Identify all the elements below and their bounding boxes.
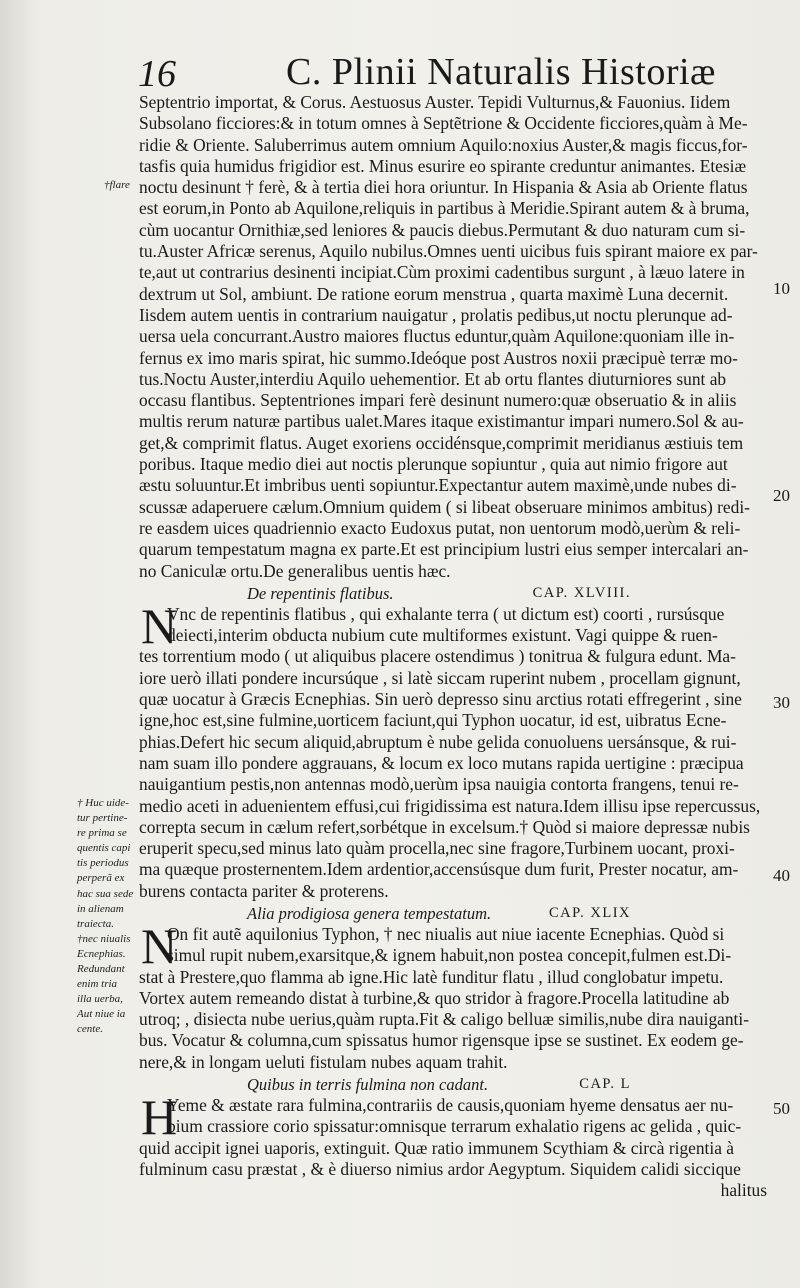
text-line: Vortex autem remeando distat à turbine,& quo stridor à fragore.Procella latitudine ab <box>139 987 730 1008</box>
chapter-title: Alia prodigiosa genera tempestatum. <box>247 903 492 923</box>
text-line: dextrum ut Sol, ambiunt. De ratione eorum menstrua , quarta maximè Luna decernit. <box>139 283 729 304</box>
text-line: noctu desinunt † ferè, & à tertia diei hora oriuntur. In Hispania & Asia ab Oriente flatus <box>139 177 748 198</box>
marginal-note-line: traiecta. <box>77 917 114 930</box>
line-number: 10 <box>773 279 790 298</box>
marginal-note-line: Redundant <box>77 963 125 976</box>
text-line: simul rupit nubem,exarsitque,& ignem habuit,non postea concepit,fulmen est.Di- <box>167 945 732 966</box>
text-line: te,aut ut contrarius desinenti incipiat.Cùm proximi cadentibus surgunt , à læuo latere in <box>139 262 745 283</box>
text-line: uersa uela concurrant.Austro maiores fluctus eduntur,quàm Aquilone:quoniam ille in- <box>139 326 735 347</box>
marginal-note-line: cente. <box>77 1023 103 1036</box>
marginal-note-line: tis periodus <box>77 857 129 870</box>
catchword: halitus <box>720 1180 767 1201</box>
text-line: no Caniculæ ortu.De generalibus uentis hæc. <box>139 560 451 581</box>
text-line: bium crassiore corio spissatur:omnisque terrarum exhalatio rigens ac gelida , quic- <box>167 1116 742 1137</box>
main-text <box>139 92 767 1202</box>
text-line: tu.Auster Africæ serenus, Aquilo nubilus.Omnes uenti uicibus fuis spirant maiore ex par- <box>139 241 758 262</box>
text-line: Vnc de repentinis flatibus , qui exhalante terra ( ut dictum est) coorti , rursúsque <box>167 603 725 624</box>
text-line: multis rerum naturæ partibus ualet.Mares itaque existimantur impari numero.Sol & au- <box>139 411 744 432</box>
text-line: Yeme & æstate rara fulmina,contrariis de causis,quoniam hyeme densatus aer nu- <box>167 1095 734 1116</box>
chapter-number: CAP. XLIX <box>549 904 631 921</box>
drop-cap: H <box>141 1089 178 1146</box>
text-line: tus.Noctu Auster,interdiu Aquilo uehementior. Et ab ortu flantes diuturniores sunt ab <box>139 368 727 389</box>
text-line: nauigantium pestis,non antennas modò,uerùm ipsa nauigia contorta frangens, tenui re- <box>139 774 739 795</box>
line-number: 50 <box>773 1099 790 1118</box>
chapter-heading <box>139 902 767 924</box>
marginal-note-flare <box>104 178 130 193</box>
line-number: 20 <box>773 486 790 505</box>
text-line: quarum tempestatum magna ex parte.Et est principium lustri eius semper intercalari an- <box>139 539 749 560</box>
text-line: Subsolano ficciores:& in totum omnes à Septẽtrione & Occidente ficciores,quàm à Me- <box>139 113 748 134</box>
text-line: tes torrentium modo ( ut aliquibus placere ostendimus ) tonitrua & fulgura edunt. Ma- <box>139 646 736 667</box>
text-line: cùm uocantur Ornithiæ,sed leniores & paucis diebus.Permutant & duo naturam cum si- <box>139 219 746 240</box>
marginal-note-long <box>77 796 133 1038</box>
chapter-number: CAP. XLVIII. <box>532 584 631 601</box>
marginal-note-line: †flare <box>104 179 130 191</box>
text-line: phias.Defert hic secum aliquid,abruptum è nube gelida conuoluens uersánsque, & rui- <box>139 731 737 752</box>
line-number: 30 <box>773 693 790 712</box>
text-line: ridie & Oriente. Saluberrimus autem omnium Aquilo:noxius Auster,& magis ficcus,for- <box>139 134 748 155</box>
marginal-note-line: re prima se <box>77 827 127 840</box>
text-line: bus. Vocatur & columna,cum spissatus humor rigensque ipse se sustinet. Ex eodem ge- <box>139 1030 744 1051</box>
text-line: deiecti,interim obducta nubium cute multiformes existunt. Vagi quippe & ruen- <box>167 625 718 646</box>
marginal-note-line: perperã ex <box>77 872 125 885</box>
drop-cap: N <box>141 917 178 974</box>
text-line: Iisdem autem uentis in contrarium nauigatur , prolatis pedibus,ut noctu plerunque ad- <box>139 304 733 325</box>
text-line: burens contacta pariter & proterens. <box>139 880 389 901</box>
text-line: quid accipit ignei uaporis, extinguit. Quæ ratio immunem Scythiam & circà rigentia à <box>139 1137 735 1158</box>
text-line: iore uerò illati pondere incursúque , si latè siccam ruperint nubem , procellam gignunt, <box>139 667 741 688</box>
text-line: tasfis quia humidus frigidior est. Minus esurire eo spirante creduntur animantes. Etesiæ <box>139 155 747 176</box>
marginal-note-line: †nec niualis <box>77 932 131 945</box>
text-line: quæ uocatur à Græcis Ecnephias. Sin uerò depresso sinu arctius rotati effregerint , sine <box>139 689 742 710</box>
text-line: nere,& in longam ueluti fistulam nubes aquam trahit. <box>139 1051 508 1072</box>
chapter-title: Quibus in terris fulmina non cadant. <box>247 1075 489 1095</box>
text-line: stat à Prestere,quo flamma ab igne.Hic latè funditur flatu , illud conglobatur impetu. <box>139 966 724 987</box>
text-line: poribus. Itaque medio diei aut noctis plerunque sopiuntur , quia aut nimio frigore aut <box>139 454 728 475</box>
marginal-note-line: Aut niue ia <box>77 1008 126 1021</box>
text-line: ma quæque prosternentem.Idem ardentior,accensúsque dum furit, Prester nocatur, am- <box>139 859 739 880</box>
text-line: occasu flantibus. Septentriones impari ferè desinunt numero:quæ obseruatio & in aliis <box>139 390 737 411</box>
chapter-number: CAP. L <box>579 1076 631 1093</box>
paragraph-lightning <box>139 1089 767 1201</box>
text-line: Septentrio importat, & Corus. Aestuosus Auster. Tepidi Vulturnus,& Fauonius. Iidem <box>139 92 731 112</box>
text-line: igne,hoc est,sine fulmine,uorticem faciunt,qui Typhon uocatur, id est, uibratus Ecne- <box>139 710 727 731</box>
text-line: medio aceti in aduenientem effusi,cui frigidissima est natura.Idem illisu ipse repercussus, <box>139 795 761 816</box>
marginal-note-line: enim tria <box>77 978 118 991</box>
text-line: get,& comprimit flatus. Auget exoriens occidénsque,comprimit meridianus æstiuis tem <box>139 432 744 453</box>
text-line: correpta secum in cælum refert,sorbétque in excelsum.† Quòd si maiore depressæ nubis <box>139 816 750 837</box>
chapter-heading <box>139 1073 767 1095</box>
text-line: fernus ex imo maris spirat, hic summo.Ideóque post Austros noxii præcipuè terræ mo- <box>139 347 738 368</box>
marginal-note-line: † Huc uide- <box>77 797 129 809</box>
marginal-note-line: illa uerba, <box>77 993 123 1006</box>
text-line: nam suam illo pondere aggrauans, & locum ex loco mutans rapida uertigine : præcipua <box>139 752 744 773</box>
text-line: utroq; , disiecta nube uerius,quàm rupta.Fit & caligo belluæ similis,nube dira nauiganti- <box>139 1009 750 1030</box>
text-line: re easdem uices quadriennio exacto Eudoxus putat, non uentorum modò,uerùm & reli- <box>139 517 741 538</box>
paragraph-prodigious-storms <box>139 917 767 1073</box>
chapter-title: De repentinis flatibus. <box>247 583 394 603</box>
marginal-note-line: tur pertine- <box>77 812 128 825</box>
marginal-note-line: quentis capi <box>77 842 131 855</box>
marginal-note-line: hac sua sede <box>77 887 134 900</box>
text-line: est eorum,in Ponto ab Aquilone,reliquis in partibus à Meridie.Spirant autem & à bruma, <box>139 198 750 219</box>
running-title: C. Plinii Naturalis Historiæ <box>286 51 716 93</box>
text-line: scussæ adaperuere cælum.Omnium quidem ( si libeat obseruare minimos ambitus) redi- <box>139 496 750 517</box>
paragraph-sudden-winds <box>139 597 767 902</box>
text-line: æstu soluuntur.Et imbribus uenti sopiuntur.Expectantur autem maximè,unde nubes di- <box>139 475 737 496</box>
text-line: On fit autẽ aquilonius Typhon, † nec niualis aut niue iacente Ecnephias. Quòd si <box>167 923 725 944</box>
text-line: fulminum casu præstat , & è diuerso nimius ardor Aegyptum. Siquidem calidi siccique <box>139 1158 741 1179</box>
drop-cap: N <box>141 597 178 654</box>
page-header <box>130 48 770 98</box>
marginal-note-line: in alienam <box>77 902 124 915</box>
line-number: 40 <box>773 866 790 885</box>
chapter-heading <box>139 582 767 604</box>
marginal-note-line: Ecnephias. <box>77 947 126 960</box>
page-number: 16 <box>138 53 176 95</box>
paragraph-winds <box>139 92 767 582</box>
text-line: eruperit specu,sed minus lato quàm procella,nec sine fragore,Turbinem uocant, proxi- <box>139 838 735 859</box>
